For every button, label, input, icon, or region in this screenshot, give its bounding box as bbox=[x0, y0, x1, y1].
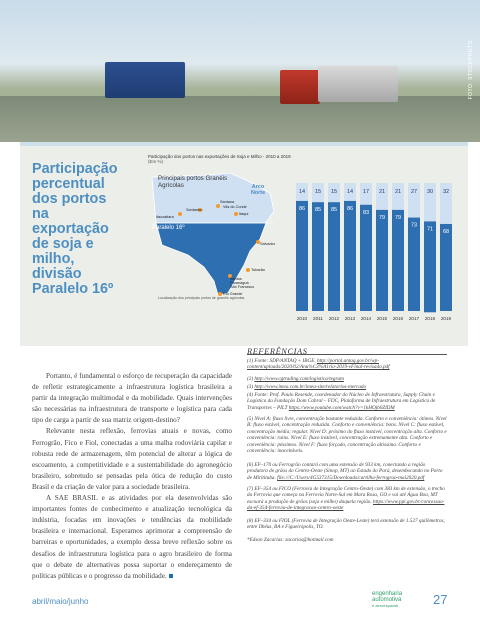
map-legend-title: Principais portos Granéis Agrícolas bbox=[158, 175, 228, 189]
bar-north-2016 bbox=[392, 183, 404, 210]
end-mark bbox=[169, 574, 173, 578]
x-tick-label: 2017 bbox=[408, 316, 420, 321]
reference-item bbox=[247, 537, 447, 543]
bar-north-2015 bbox=[376, 183, 388, 210]
references-heading: REFERÊNCIAS bbox=[247, 347, 308, 356]
reference-item bbox=[247, 462, 447, 481]
x-tick-label: 2019 bbox=[440, 316, 452, 321]
bar-south-2012 bbox=[328, 202, 340, 311]
magazine-logo-line2: automotiva bbox=[372, 597, 402, 603]
data-label-north: 15 bbox=[330, 189, 338, 195]
magazine-logo-line3: e aeroespacial bbox=[372, 603, 399, 608]
x-tick-label: 2018 bbox=[424, 316, 436, 321]
reference-text: (2) bbox=[247, 376, 255, 382]
paragraph-3-text: A SAE BRASIL e as atividades por ela desenvolvidas são importantes fontes de conhecimento e atualização tecnológica da indústria, focadas em inovações e tendências da mobilidade brasileira e internacional. Esperamos aprimorar a compreensão de barreiras e oportunidades, a exemplo dessa breve reflexão sobre os desafios de infraestrutura logística para o agro brasileiro de forma que o debate de alternativas possa suportar o endereçamento de políticas públicas e o progresso da mobilidade. bbox=[32, 494, 232, 580]
reference-link[interactable]: https://www.ppi.gov.br/concessao-da-ef-354-ferrovia-de-integracao-centro-oeste bbox=[247, 498, 445, 512]
port-santos: Santos bbox=[230, 277, 242, 281]
data-label-south: 79 bbox=[394, 214, 402, 221]
port-sao-francisco: São Francisco bbox=[230, 285, 255, 289]
data-label-south: 86 bbox=[298, 205, 306, 212]
infographic bbox=[20, 142, 468, 346]
chart-subheading: (Em %) bbox=[148, 159, 163, 164]
reference-text: (1) Fonte: SDP/ANTAQ + IBGE, bbox=[247, 358, 317, 364]
x-tick-label: 2011 bbox=[313, 316, 323, 321]
port-itaqui: Itaqui bbox=[239, 212, 249, 216]
bar-south-2017 bbox=[408, 218, 420, 311]
infographic-title: Participação percentual dos portos na exportação de soja e milho, divisão Paralelo 16º bbox=[32, 161, 118, 297]
data-label-south: 73 bbox=[410, 222, 418, 229]
reference-text: (3) bbox=[247, 384, 255, 390]
port-itacoatiara: Itacoatiara bbox=[156, 215, 174, 219]
x-tick-label: 2012 bbox=[328, 316, 340, 321]
chart-heading-text: Participação dos portos nas exportações de Soja e Milho - 2010 a 2019 bbox=[148, 154, 291, 159]
page-number: 27 bbox=[433, 592, 448, 607]
data-label-south: 86 bbox=[346, 205, 354, 212]
paragraph-3 bbox=[32, 493, 232, 582]
reference-text: (7) EF–354 ou FICO (Ferrovia de Integração Centro-Oeste) com 383 km de extensão, o trecho da Ferrovia que começa na Ferrovia Norte-Sul em Mara Rosa, GO e vai até Água Boa, MT escoará a produção de grãos (soja e milho) daquela região. bbox=[247, 486, 445, 505]
reference-link[interactable]: https://www.youtube.com/watch?v=1kHOjb0ZlDM bbox=[288, 404, 395, 411]
paragraph-2: Relevante nesta reflexão, ferrovias atuais e novas, como Ferrogrão, Fico e Fiol, conectadas a uma malha rodoviária capilar e robusta rede de armazenagem, têm potencial de alterar a lógica de escoamento, a competitividade e a sustentabilidade do agronegócio brasileiro, sobretudo se pensadas pela ótica de redução do custo Brasil e da criação de valor para a sociedade brasileira. bbox=[32, 427, 232, 491]
header-photo bbox=[0, 0, 480, 142]
reference-link[interactable]: http://www.cgtrading.com/logistica/tegram bbox=[254, 376, 344, 382]
x-tick-label: 2010 bbox=[296, 316, 308, 321]
reference-item bbox=[247, 486, 447, 512]
data-label-north: 14 bbox=[346, 189, 354, 195]
bar-south-2016 bbox=[392, 210, 404, 311]
map-note: Localização dos principais portos de granéis agrícolas bbox=[158, 296, 245, 300]
x-tick-label: 2016 bbox=[392, 316, 404, 321]
arco-norte-label: Arco Norte bbox=[250, 184, 266, 196]
bar-chart-svg bbox=[290, 181, 460, 331]
data-label-south: 68 bbox=[442, 228, 450, 235]
data-label-north: 27 bbox=[410, 189, 418, 195]
reference-item bbox=[247, 416, 447, 454]
data-label-north: 30 bbox=[426, 189, 434, 195]
reference-text: (5) Nível A: fluxo livre, concentração bastante reduzida. Conforto e conveniência: ótimos. Nível B: fluxo estável, concentração reduzida. Conforto e conveniência: bons. Nível C: fluxo estável, concentração média; regular. Nível D: próximo do fluxo instável, concentração alta. Conforto e conveniência: ruins. Nível E: fluxo instável, concentração extremamente alta. Conforto e conveniência: péssimos. Nível F: fluxo forçado, concentração altíssima. Conforto e conveniência: inaceitáveis. bbox=[247, 416, 447, 455]
data-label-south: 85 bbox=[314, 207, 322, 214]
bar-south-2015 bbox=[376, 210, 388, 311]
reference-text: *Edson Zacarias: zacarias@hotmail.com bbox=[247, 537, 334, 543]
issue-date: abril/maio/junho bbox=[32, 597, 89, 606]
magazine-logo bbox=[372, 591, 402, 609]
reference-link[interactable]: file:///C:/Users/4G537315/Downloads/cartilha-ferrograo-mai2020.pdf bbox=[277, 474, 425, 481]
data-label-south: 79 bbox=[378, 214, 386, 221]
port-santana: Santana bbox=[220, 200, 235, 204]
reference-text: (6) EF–170 ou Ferrogrão contará com uma extensão de 933 km, conectando a região produtora de grãos do Centro-Oeste (Sinop, MT) ao Estado do Pará, desembocando no Porto de Miritituba. bbox=[247, 462, 443, 481]
port-vila-do-conde: Vila do Conde bbox=[223, 205, 247, 209]
paralelo-label: Paralelo 16º bbox=[152, 225, 185, 231]
bar-chart bbox=[290, 181, 460, 331]
bar-south-2014 bbox=[360, 205, 372, 311]
reference-link[interactable]: http://www.imea.com.br/imea-site/relatorios-mercado bbox=[254, 384, 367, 390]
paragraph-1: Portanto, é fundamental o esforço de recuperação da capacidade de refletir estrategicamente a infraestrutura logística brasileira a partir da integração multimodal e da mobilidade. Quais intervenções são necessárias na infraestrutura de transporte e logística para cada tipo de carga a partir de sua matriz origem-destino? bbox=[32, 372, 232, 425]
port-dot bbox=[246, 268, 250, 272]
data-label-north: 17 bbox=[362, 189, 370, 195]
reference-item bbox=[247, 358, 447, 371]
port-paranagua: Paranaguá bbox=[230, 281, 249, 285]
bar-south-2018 bbox=[424, 221, 436, 312]
data-label-north: 14 bbox=[298, 189, 306, 195]
reference-item bbox=[247, 376, 447, 382]
port-dot bbox=[216, 204, 220, 208]
reference-text: (8) EF–334 ou FIOL (Ferrovia de Integração Oeste-Leste) terá extensão de 1.527 quilômetros, entre Ilhéus, BA e Figueirópolis, TO. bbox=[247, 518, 445, 531]
truck-blue bbox=[105, 62, 185, 98]
port-salvador: Salvador bbox=[260, 242, 275, 246]
reference-item bbox=[247, 384, 447, 390]
magazine-logo-line1: engenharia bbox=[372, 591, 403, 597]
port-dot bbox=[234, 212, 238, 216]
data-label-north: 32 bbox=[442, 189, 450, 195]
reference-text: (4) Fonte: Prof. Paulo Resende, coordenador do Núcleo de Infraestrutura, Supply Chain e Logística da Fundação Dom Cabral – FDC, Plataforma de Infraestrutura em Logística de Transportes – PILT bbox=[247, 392, 436, 411]
x-tick-label: 2013 bbox=[344, 316, 356, 321]
chart-heading bbox=[148, 154, 348, 164]
bar-south-2010 bbox=[296, 201, 308, 311]
x-tick-label: 2015 bbox=[376, 316, 388, 321]
port-dot bbox=[178, 212, 182, 216]
data-label-south: 83 bbox=[362, 209, 370, 216]
port-santarem: Santarém bbox=[186, 208, 203, 212]
references-rule bbox=[247, 354, 447, 355]
data-label-north: 15 bbox=[314, 189, 322, 195]
article-body bbox=[32, 371, 232, 582]
data-label-south: 71 bbox=[426, 226, 434, 233]
data-label-north: 21 bbox=[394, 189, 402, 195]
bar-south-2019 bbox=[440, 224, 452, 311]
port-rio-grande: Rio Grande bbox=[223, 292, 243, 296]
truck-trailer bbox=[318, 66, 398, 102]
data-label-north: 21 bbox=[378, 189, 386, 195]
truck-cab-red bbox=[280, 70, 320, 104]
x-tick-label: 2014 bbox=[360, 316, 372, 321]
port-tubarao: Tubarão bbox=[251, 268, 266, 272]
data-label-south: 85 bbox=[330, 207, 338, 214]
bar-south-2011 bbox=[312, 202, 324, 311]
reference-item bbox=[247, 392, 447, 411]
reference-link[interactable]: http://portal.antaq.gov.br/wp-content/uploads/2020/02/Anu%C3%A1rio-2019-vFinal-revisado.pdf bbox=[247, 358, 390, 371]
bar-south-2013 bbox=[344, 201, 356, 311]
road bbox=[0, 96, 480, 142]
reference-item bbox=[247, 518, 447, 531]
photo-credit: FOTO: STOCKPHOTO bbox=[468, 40, 474, 100]
